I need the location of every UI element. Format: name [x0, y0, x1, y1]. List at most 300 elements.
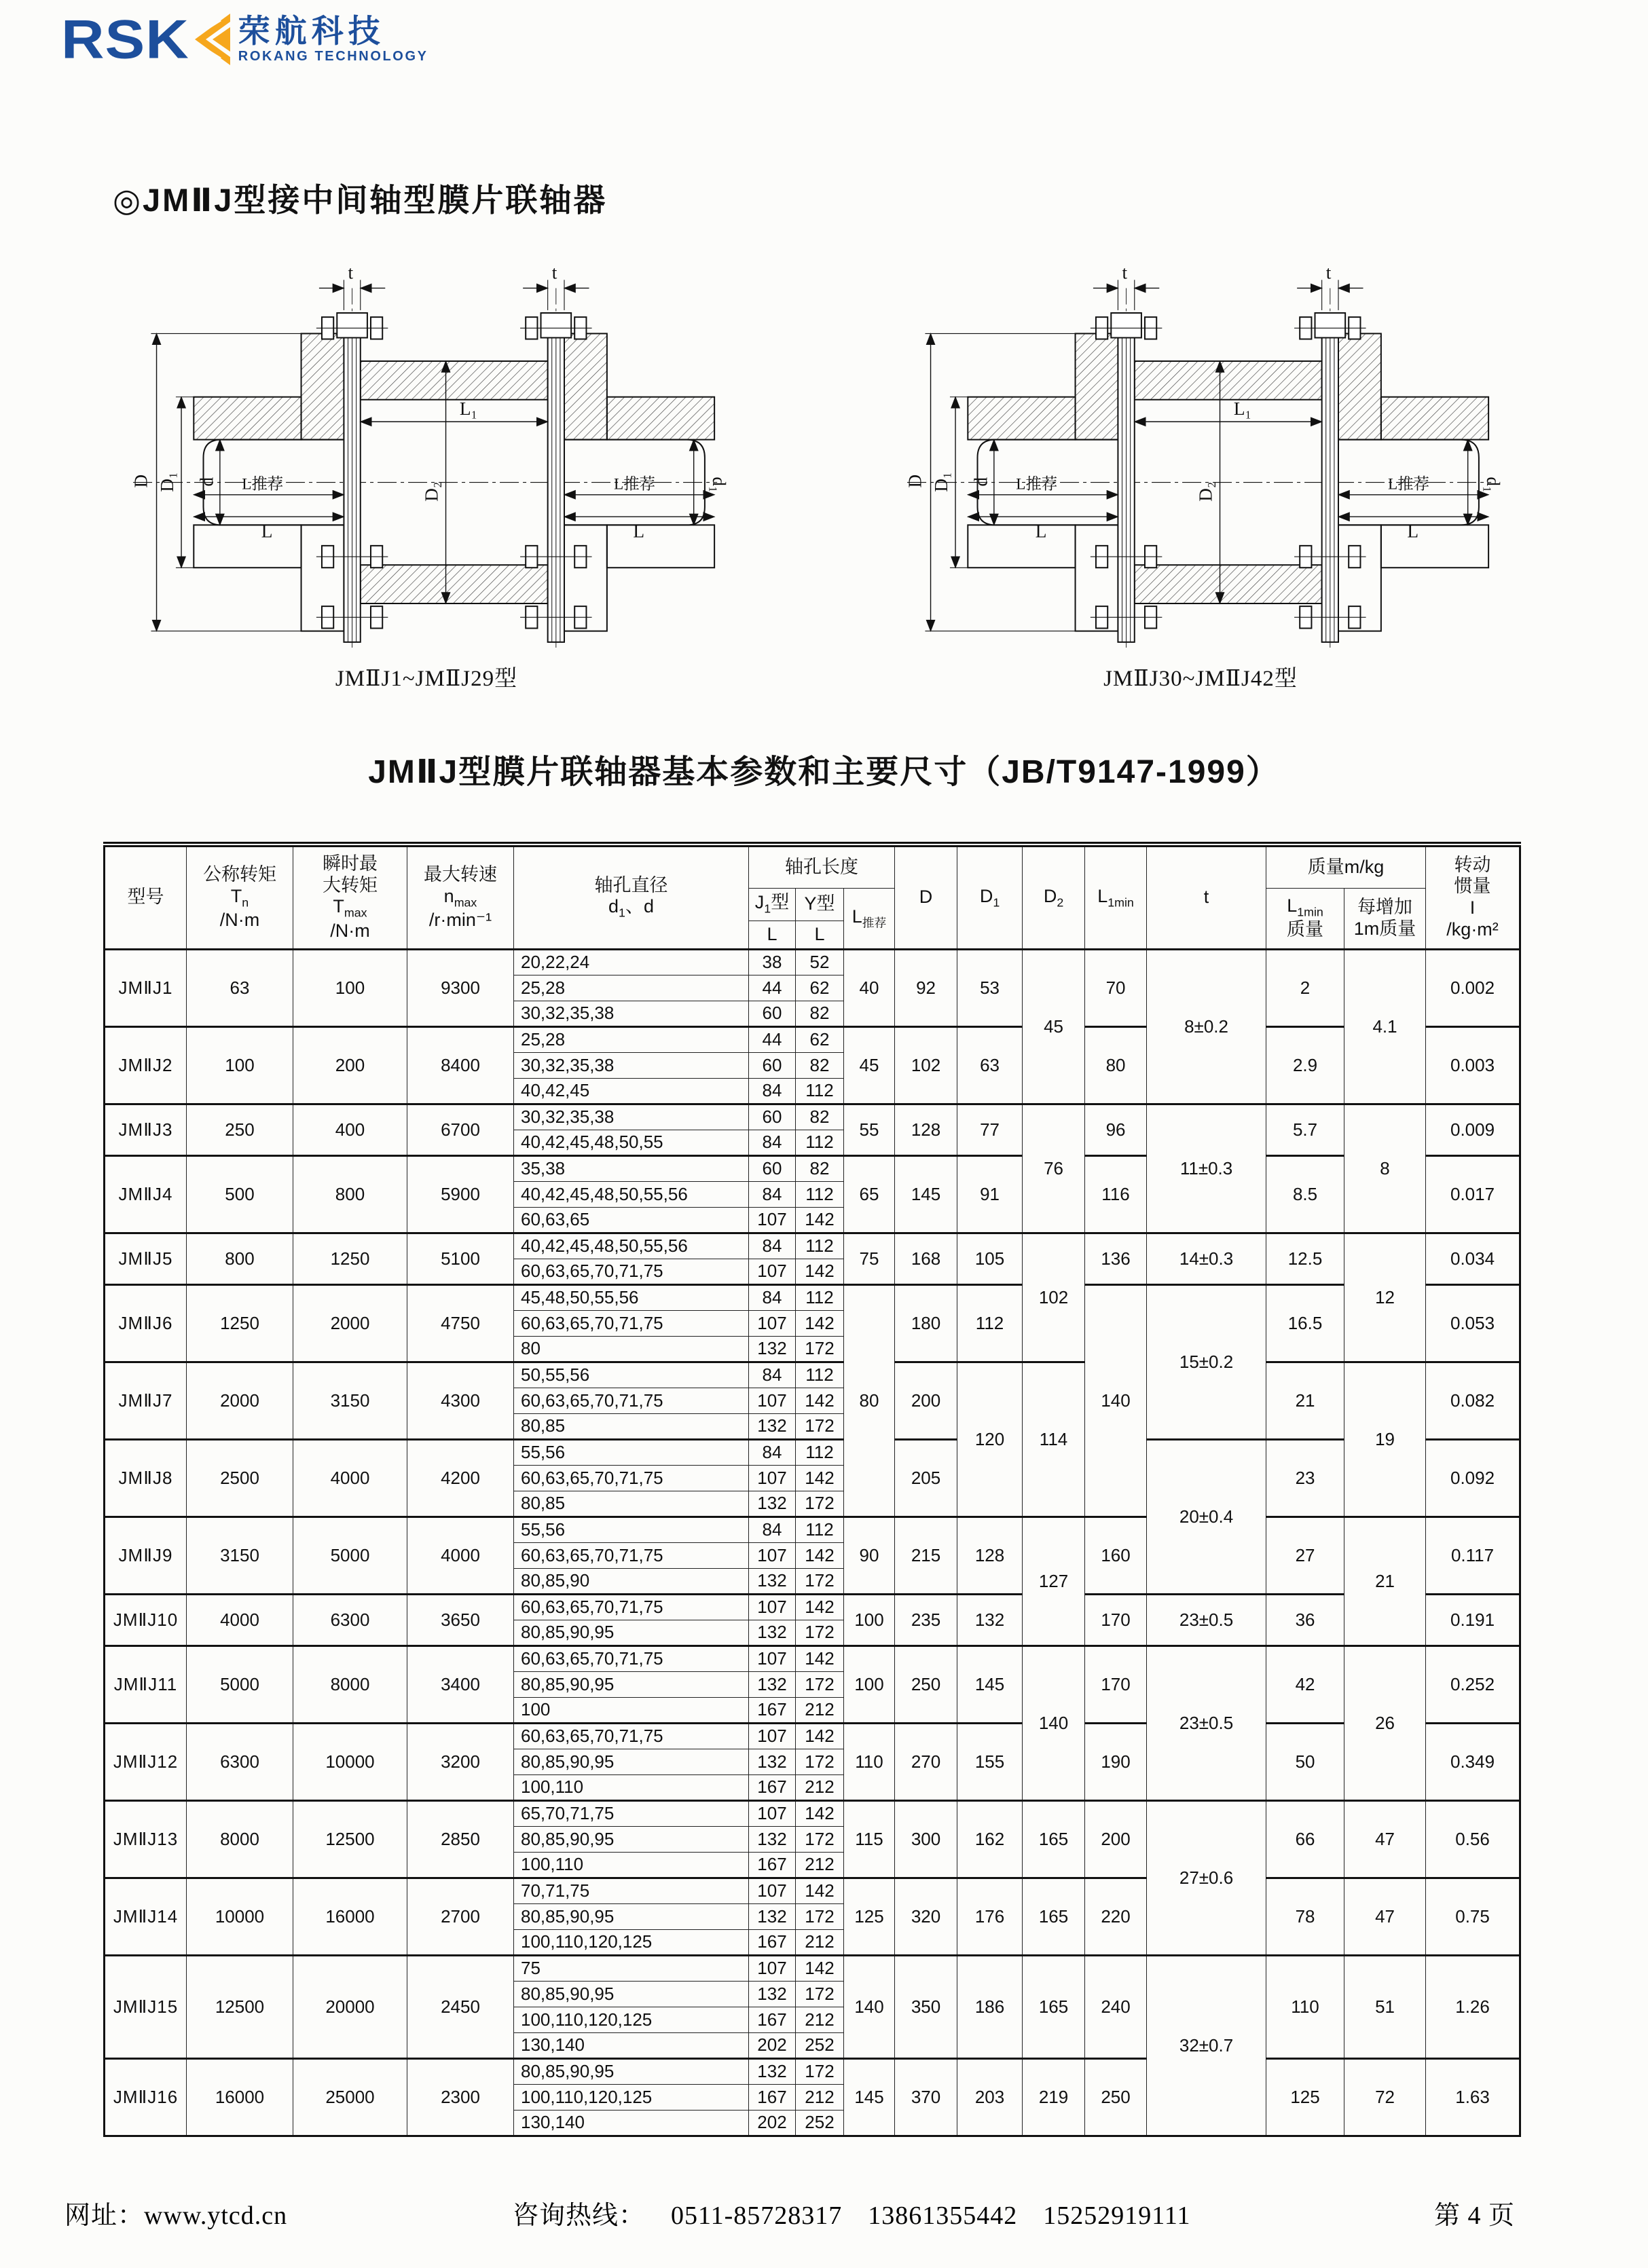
l-y-cell: 142 [796, 1723, 844, 1749]
m1-cell: 21 [1266, 1362, 1344, 1439]
model-cell: JMⅡJ9 [105, 1517, 187, 1594]
l-j1-cell: 202 [749, 2032, 796, 2058]
svg-text:D₂: D₂ [1195, 481, 1216, 502]
lrec-cell: 100 [844, 1646, 895, 1723]
l-j1-cell: 60 [749, 1052, 796, 1078]
D2-cell: 219 [1023, 2058, 1085, 2136]
footer-website-url: www.ytcd.cn [144, 2201, 288, 2230]
inertia-cell: 0.017 [1426, 1155, 1520, 1233]
l-j1-cell: 167 [749, 2084, 796, 2110]
spec-row [105, 1439, 1520, 1465]
l-j1-cell: 167 [749, 1929, 796, 1955]
l-y-cell: 252 [796, 2032, 844, 2058]
D1-cell: 132 [957, 1594, 1023, 1646]
m1-cell: 2 [1266, 949, 1344, 1026]
l-y-cell: 62 [796, 1026, 844, 1052]
col-header-D1: $D_1$ [957, 844, 1023, 949]
l-y-cell: 142 [796, 1646, 844, 1671]
l-y-cell: 212 [796, 1929, 844, 1955]
svg-text:t: t [1122, 265, 1128, 283]
m1-cell: 27 [1266, 1517, 1344, 1594]
col-header-m1: $L_{1min}$ 质量 [1266, 888, 1344, 949]
l1min-cell: 70 [1085, 949, 1147, 1026]
col-header-j1-type: $J_1$型 [749, 888, 796, 921]
l-j1-cell: 107 [749, 1259, 796, 1284]
model-cell: JMⅡJ16 [105, 2058, 187, 2136]
t-cell: 8±0.2 [1147, 949, 1266, 1104]
D1-cell: 91 [957, 1155, 1023, 1233]
tn-cell: 2500 [187, 1439, 293, 1517]
l-j1-cell: 60 [749, 1104, 796, 1130]
dim-L1 [1135, 398, 1322, 422]
bore-cell: 130,140 [514, 2032, 749, 2058]
logo-rsk-text: RSK [61, 8, 189, 71]
l1min-cell: 240 [1085, 1955, 1147, 2058]
svg-text:L: L [633, 521, 645, 542]
tn-cell: 6300 [187, 1723, 293, 1800]
spec-row [105, 2058, 1520, 2084]
inertia-cell: 0.002 [1426, 949, 1520, 1026]
D1-cell: 128 [957, 1517, 1023, 1594]
l-y-cell: 212 [796, 2084, 844, 2110]
l-y-cell: 142 [796, 1878, 844, 1903]
bore-cell: 100,110 [514, 1852, 749, 1878]
l-y-cell: 172 [796, 1568, 844, 1594]
l-j1-cell: 84 [749, 1181, 796, 1207]
l-j1-cell: 167 [749, 1697, 796, 1723]
col-header-tn: 公称转矩 $T_n$ /N·m [187, 844, 293, 949]
tn-cell: 63 [187, 949, 293, 1026]
lrec-cell: 140 [844, 1955, 895, 2058]
inertia-cell: 0.092 [1426, 1439, 1520, 1517]
tmax-cell: 3150 [293, 1362, 407, 1439]
D-cell: 370 [895, 2058, 957, 2136]
bore-cell: 100,110,120,125 [514, 2084, 749, 2110]
bore-cell: 60,63,65,70,71,75 [514, 1388, 749, 1413]
l-j1-cell: 107 [749, 1955, 796, 1981]
nmax-cell: 3650 [407, 1594, 514, 1646]
lrec-cell: 115 [844, 1800, 895, 1878]
madd-cell: 26 [1344, 1646, 1426, 1800]
l-j1-cell: 107 [749, 1465, 796, 1491]
footer-website [65, 2194, 287, 2231]
madd-cell: 21 [1344, 1517, 1426, 1646]
tn-cell: 250 [187, 1104, 293, 1155]
l1min-cell: 200 [1085, 1800, 1147, 1878]
col-header-madd: 每增加 1m质量 [1344, 888, 1426, 949]
bore-cell: 70,71,75 [514, 1878, 749, 1903]
bore-cell: 80,85,90,95 [514, 1826, 749, 1852]
spec-row [105, 1104, 1520, 1130]
l-y-cell: 212 [796, 1697, 844, 1723]
lrec-cell: 45 [844, 1026, 895, 1104]
spec-row [105, 1723, 1520, 1749]
l-j1-cell: 84 [749, 1439, 796, 1465]
tmax-cell: 16000 [293, 1878, 407, 1955]
logo-text-column [238, 14, 428, 64]
l1min-cell: 96 [1085, 1104, 1147, 1155]
D1-cell: 186 [957, 1955, 1023, 2058]
svg-text:L: L [1035, 521, 1047, 542]
svg-text:L推荐: L推荐 [1388, 475, 1429, 494]
spec-table-body [105, 949, 1520, 2136]
t-cell: 23±0.5 [1147, 1594, 1266, 1646]
l-y-cell: 112 [796, 1284, 844, 1310]
bore-cell: 75 [514, 1955, 749, 1981]
bore-cell: 80,85,90,95 [514, 1620, 749, 1646]
l-y-cell: 172 [796, 1749, 844, 1774]
D-cell: 320 [895, 1878, 957, 1955]
D1-cell: 162 [957, 1800, 1023, 1878]
nmax-cell: 2300 [407, 2058, 514, 2136]
nmax-cell: 4200 [407, 1439, 514, 1517]
bore-cell: 40,42,45 [514, 1078, 749, 1104]
l-y-cell: 142 [796, 1310, 844, 1336]
l-j1-cell: 84 [749, 1517, 796, 1542]
l-y-cell: 172 [796, 1826, 844, 1852]
D2-cell: 45 [1023, 949, 1085, 1104]
D2-cell: 102 [1023, 1233, 1085, 1362]
svg-text:t: t [551, 265, 557, 283]
nmax-cell: 4000 [407, 1517, 514, 1594]
l-j1-cell: 132 [749, 2058, 796, 2084]
tn-cell: 800 [187, 1233, 293, 1284]
lrec-cell: 125 [844, 1878, 895, 1955]
D1-cell: 203 [957, 2058, 1023, 2136]
l1min-cell: 80 [1085, 1026, 1147, 1104]
col-header-bore-length: 轴孔长度 [749, 844, 895, 888]
bore-cell: 25,28 [514, 1026, 749, 1052]
bore-cell: 80,85,90,95 [514, 1671, 749, 1697]
figure-jm2j30-j42 [875, 265, 1526, 692]
l-j1-cell: 132 [749, 1903, 796, 1929]
D1-cell: 155 [957, 1723, 1023, 1800]
l-j1-cell: 84 [749, 1233, 796, 1259]
model-cell: JMⅡJ3 [105, 1104, 187, 1155]
model-cell: JMⅡJ7 [105, 1362, 187, 1439]
l-j1-cell: 60 [749, 1001, 796, 1026]
tmax-cell: 12500 [293, 1800, 407, 1878]
bore-cell: 55,56 [514, 1517, 749, 1542]
svg-text:D: D [130, 474, 151, 488]
D-cell: 215 [895, 1517, 957, 1594]
spec-row [105, 1646, 1520, 1671]
bore-cell: 60,63,65,70,71,75 [514, 1542, 749, 1568]
l-y-cell: 172 [796, 1671, 844, 1697]
l-j1-cell: 132 [749, 1749, 796, 1774]
l-j1-cell: 44 [749, 1026, 796, 1052]
l-y-cell: 172 [796, 1336, 844, 1362]
lrec-cell: 40 [844, 949, 895, 1026]
D-cell: 180 [895, 1284, 957, 1362]
bore-cell: 20,22,24 [514, 949, 749, 975]
l-y-cell: 82 [796, 1052, 844, 1078]
D-cell: 102 [895, 1026, 957, 1104]
footer-hotline-label: 咨询热线： [513, 2201, 646, 2230]
col-header-bore: 轴孔直径 $d_1$、d [514, 844, 749, 949]
tmax-cell: 20000 [293, 1955, 407, 2058]
t-cell: 14±0.3 [1147, 1233, 1266, 1284]
l-y-cell: 142 [796, 1542, 844, 1568]
model-cell: JMⅡJ8 [105, 1439, 187, 1517]
l-y-cell: 112 [796, 1233, 844, 1259]
t-cell: 23±0.5 [1147, 1646, 1266, 1800]
m1-cell: 36 [1266, 1594, 1344, 1646]
doc-title: ◎JMⅡJ型接中间轴型膜片联轴器 [113, 182, 608, 218]
l-j1-cell: 132 [749, 1491, 796, 1517]
model-cell: JMⅡJ2 [105, 1026, 187, 1104]
bore-cell: 80,85 [514, 1491, 749, 1517]
bore-cell: 80,85,90 [514, 1568, 749, 1594]
tmax-cell: 2000 [293, 1284, 407, 1362]
t-cell: 32±0.7 [1147, 1955, 1266, 2136]
tn-cell: 12500 [187, 1955, 293, 2058]
lrec-cell: 110 [844, 1723, 895, 1800]
m1-cell: 2.9 [1266, 1026, 1344, 1104]
bore-cell: 25,28 [514, 975, 749, 1001]
tmax-cell: 200 [293, 1026, 407, 1104]
bore-cell: 80,85,90,95 [514, 1981, 749, 2007]
l-j1-cell: 107 [749, 1594, 796, 1620]
inertia-cell: 0.75 [1426, 1878, 1520, 1955]
tmax-cell: 8000 [293, 1646, 407, 1723]
lrec-cell: 75 [844, 1233, 895, 1284]
svg-text:D₂: D₂ [421, 481, 442, 502]
spec-row [105, 1155, 1520, 1181]
col-header-mass: 质量m/kg [1266, 844, 1426, 888]
logo-chevron-icon [191, 12, 233, 67]
spec-row [105, 949, 1520, 975]
l-j1-cell: 84 [749, 1284, 796, 1310]
tmax-cell: 25000 [293, 2058, 407, 2136]
bore-cell: 40,42,45,48,50,55,56 [514, 1181, 749, 1207]
col-header-y-type: Y型 [796, 888, 844, 921]
inertia-cell: 0.252 [1426, 1646, 1520, 1723]
l1min-cell: 140 [1085, 1284, 1147, 1517]
l-j1-cell: 38 [749, 949, 796, 975]
bore-cell: 60,63,65,70,71,75 [514, 1259, 749, 1284]
t-cell: 11±0.3 [1147, 1104, 1266, 1233]
l-y-cell: 172 [796, 1491, 844, 1517]
col-header-inertia: 转动 惯量 I /kg·m² [1426, 844, 1520, 949]
l-y-cell: 172 [796, 1981, 844, 2007]
dim-Lrec-right [564, 475, 714, 542]
l-j1-cell: 132 [749, 1568, 796, 1594]
l-y-cell: 172 [796, 1620, 844, 1646]
l-y-cell: 82 [796, 1155, 844, 1181]
svg-text:L推荐: L推荐 [614, 475, 655, 494]
l-y-cell: 112 [796, 1439, 844, 1465]
l-y-cell: 172 [796, 1903, 844, 1929]
col-header-D2: $D_2$ [1023, 844, 1085, 949]
tn-cell: 8000 [187, 1800, 293, 1878]
col-header-t: t [1147, 844, 1266, 949]
l-j1-cell: 132 [749, 1336, 796, 1362]
l-j1-cell: 167 [749, 1852, 796, 1878]
nmax-cell: 5100 [407, 1233, 514, 1284]
logo [61, 10, 428, 69]
lrec-cell: 65 [844, 1155, 895, 1233]
bore-cell: 55,56 [514, 1439, 749, 1465]
l1min-cell: 220 [1085, 1878, 1147, 1955]
spec-row [105, 1800, 1520, 1826]
figure-1-caption: JMⅡJ1~JMⅡJ29型 [335, 667, 518, 691]
col-header-D: D [895, 844, 957, 949]
t-cell: 15±0.2 [1147, 1284, 1266, 1439]
lrec-cell: 145 [844, 2058, 895, 2136]
l-j1-cell: 84 [749, 1362, 796, 1388]
svg-text:L推荐: L推荐 [1016, 475, 1058, 494]
tn-cell: 10000 [187, 1878, 293, 1955]
col-header-l1min: $L_{1min}$ [1085, 844, 1147, 949]
nmax-cell: 4300 [407, 1362, 514, 1439]
m1-cell: 5.7 [1266, 1104, 1344, 1155]
bore-cell: 80,85,90,95 [514, 2058, 749, 2084]
l-j1-cell: 202 [749, 2110, 796, 2136]
m1-cell: 8.5 [1266, 1155, 1344, 1233]
l1min-cell: 170 [1085, 1646, 1147, 1723]
m1-cell: 125 [1266, 2058, 1344, 2136]
madd-cell: 19 [1344, 1362, 1426, 1517]
D-cell: 145 [895, 1155, 957, 1233]
svg-text:d: d [970, 477, 991, 487]
footer-hotline-number: 0511-85728317 [671, 2201, 843, 2230]
lrec-cell: 55 [844, 1104, 895, 1155]
svg-text:L₁: L₁ [459, 398, 478, 420]
bore-cell: 60,63,65,70,71,75 [514, 1465, 749, 1491]
tmax-cell: 4000 [293, 1439, 407, 1517]
D2-cell: 76 [1023, 1104, 1085, 1233]
D1-cell: 112 [957, 1284, 1023, 1362]
dim-d [197, 440, 220, 525]
t-cell: 20±0.4 [1147, 1439, 1266, 1594]
inertia-cell: 0.034 [1426, 1233, 1520, 1284]
svg-text:D₁: D₁ [156, 472, 177, 492]
spec-row [105, 1594, 1520, 1620]
l-y-cell: 82 [796, 1104, 844, 1130]
l-y-cell: 112 [796, 1181, 844, 1207]
dim-Lrec-right [1338, 475, 1488, 542]
tmax-cell: 400 [293, 1104, 407, 1155]
l-j1-cell: 107 [749, 1646, 796, 1671]
bore-cell: 60,63,65,70,71,75 [514, 1594, 749, 1620]
l-y-cell: 112 [796, 1517, 844, 1542]
nmax-cell: 8400 [407, 1026, 514, 1104]
nmax-cell: 4750 [407, 1284, 514, 1362]
lrec-cell: 90 [844, 1517, 895, 1594]
dim-d [971, 440, 994, 525]
spec-row [105, 1284, 1520, 1310]
bore-cell: 35,38 [514, 1155, 749, 1181]
l-y-cell: 212 [796, 1774, 844, 1800]
madd-cell: 4.1 [1344, 949, 1426, 1104]
l-y-cell: 142 [796, 1207, 844, 1233]
footer-page-number: 第 4 页 [1434, 2201, 1516, 2230]
lrec-cell: 100 [844, 1594, 895, 1646]
l-y-cell: 112 [796, 1130, 844, 1155]
l-j1-cell: 132 [749, 1981, 796, 2007]
m1-cell: 50 [1266, 1723, 1344, 1800]
l-j1-cell: 132 [749, 1620, 796, 1646]
svg-text:d₁: d₁ [1483, 477, 1504, 493]
l-j1-cell: 107 [749, 1542, 796, 1568]
nmax-cell: 2850 [407, 1800, 514, 1878]
col-header-j1-L: L [749, 921, 796, 949]
inertia-cell: 0.053 [1426, 1284, 1520, 1362]
model-cell: JMⅡJ5 [105, 1233, 187, 1284]
l-y-cell: 62 [796, 975, 844, 1001]
inertia-cell: 1.26 [1426, 1955, 1520, 2058]
madd-cell: 51 [1344, 1955, 1426, 2058]
tmax-cell: 1250 [293, 1233, 407, 1284]
m1-cell: 78 [1266, 1878, 1344, 1955]
svg-text:d: d [196, 477, 217, 487]
dim-L1 [361, 398, 548, 422]
l-j1-cell: 167 [749, 2007, 796, 2032]
l-y-cell: 142 [796, 1388, 844, 1413]
nmax-cell: 3200 [407, 1723, 514, 1800]
l-y-cell: 142 [796, 1465, 844, 1491]
m1-cell: 66 [1266, 1800, 1344, 1878]
tmax-cell: 10000 [293, 1723, 407, 1800]
figure-2-caption: JMⅡJ30~JMⅡJ42型 [1103, 667, 1298, 691]
tn-cell: 3150 [187, 1517, 293, 1594]
D1-cell: 63 [957, 1026, 1023, 1104]
l-y-cell: 142 [796, 1800, 844, 1826]
bore-cell: 130,140 [514, 2110, 749, 2136]
spec-row [105, 1517, 1520, 1542]
svg-text:L: L [1407, 521, 1419, 542]
l-y-cell: 252 [796, 2110, 844, 2136]
nmax-cell: 6700 [407, 1104, 514, 1155]
l-y-cell: 212 [796, 2007, 844, 2032]
inertia-cell: 0.191 [1426, 1594, 1520, 1646]
l-j1-cell: 107 [749, 1310, 796, 1336]
l-j1-cell: 107 [749, 1878, 796, 1903]
model-cell: JMⅡJ13 [105, 1800, 187, 1878]
l-y-cell: 142 [796, 1259, 844, 1284]
l-y-cell: 212 [796, 1852, 844, 1878]
D1-cell: 176 [957, 1878, 1023, 1955]
D-cell: 168 [895, 1233, 957, 1284]
l-j1-cell: 84 [749, 1078, 796, 1104]
inertia-cell: 1.63 [1426, 2058, 1520, 2136]
footer-phone-3: 15252919111 [1043, 2201, 1191, 2230]
col-header-lrec: $L_{推荐}$ [844, 888, 895, 949]
D2-cell: 165 [1023, 1800, 1085, 1878]
spec-row [105, 1233, 1520, 1259]
footer-phone-2: 13861355442 [868, 2201, 1018, 2230]
l-y-cell: 112 [796, 1362, 844, 1388]
l-y-cell: 142 [796, 1594, 844, 1620]
tn-cell: 4000 [187, 1594, 293, 1646]
tmax-cell: 800 [293, 1155, 407, 1233]
l-j1-cell: 107 [749, 1800, 796, 1826]
l-j1-cell: 132 [749, 1413, 796, 1439]
l-j1-cell: 84 [749, 1130, 796, 1155]
l1min-cell: 116 [1085, 1155, 1147, 1233]
bore-cell: 40,42,45,48,50,55,56 [514, 1233, 749, 1259]
tn-cell: 16000 [187, 2058, 293, 2136]
footer-website-label: 网址： [65, 2201, 145, 2230]
D2-cell: 165 [1023, 1878, 1085, 1955]
m1-cell: 16.5 [1266, 1284, 1344, 1362]
bore-cell: 60,63,65,70,71,75 [514, 1646, 749, 1671]
D1-cell: 53 [957, 949, 1023, 1026]
D-cell: 200 [895, 1362, 957, 1439]
bore-cell: 50,55,56 [514, 1362, 749, 1388]
l1min-cell: 170 [1085, 1594, 1147, 1646]
